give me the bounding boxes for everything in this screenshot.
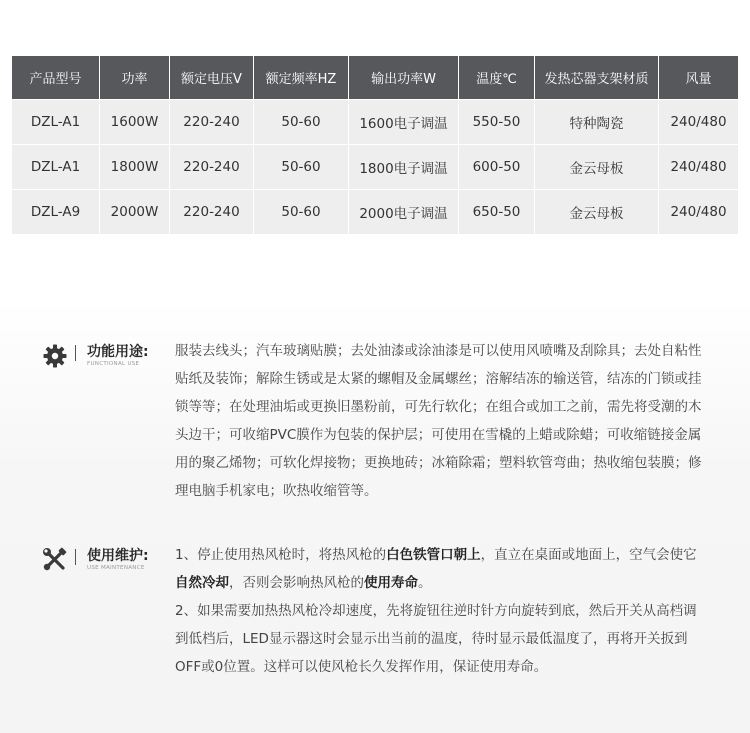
col-header-temperature: 温度℃: [459, 56, 535, 99]
cell-output: 2000电子调温: [349, 189, 459, 234]
cell-material: 金云母板: [535, 189, 659, 234]
function-text: 服装去线头；汽车玻璃贴膜；去处油漆或涂油漆是可以使用风喷嘴及刮除具；去处自粘性贴纸及装饰；解除生锈或是太紧的螺帽及金属螺丝；溶解结冻的输送管，结冻的门锁或挂锁等等；在处理油垢或更换旧墨粉前，可先行软化；在组合或加工之前，需先将受潮的木头边干；可收缩PVC膜作为包装的保护层；可使用在雪橇的上蜡或除蜡；可收缩链接金属用的聚乙烯物；可软化焊接物；更换地砖；冰箱除霜；塑料软管弯曲；热收缩包装膜；修理电脑手机家电；吹热收缩管等。: [175, 343, 702, 499]
cell-material: 金云母板: [535, 144, 659, 189]
cell-model: DZL-A1: [12, 144, 100, 189]
emphasis-text: 自然冷却: [175, 575, 229, 591]
cell-temperature: 600-50: [459, 144, 535, 189]
cell-airflow: 240/480: [659, 99, 738, 144]
cell-voltage: 220-240: [170, 144, 254, 189]
cell-temperature: 650-50: [459, 189, 535, 234]
cell-power: 1600W: [100, 99, 170, 144]
maintenance-paragraph-2: 2、如果需要加热热风枪冷却速度，先将旋钮往逆时针方向旋转到底，然后开关从高档调到低档后，LED显示器这时会显示出当前的温度，待时显示最低温度了，再将开关扳到OFF或0位置。这样可以使风枪长久发挥作用，保证使用寿命。: [175, 603, 697, 675]
cell-output: 1800电子调温: [349, 144, 459, 189]
cell-frequency: 50-60: [254, 99, 349, 144]
table-row: [12, 144, 738, 189]
function-title: 功能用途:: [87, 344, 149, 360]
cell-temperature: 550-50: [459, 99, 535, 144]
maintenance-section-header: [40, 545, 170, 585]
cell-model: DZL-A9: [12, 189, 100, 234]
cell-voltage: 220-240: [170, 99, 254, 144]
cell-material: 特种陶瓷: [535, 99, 659, 144]
cell-frequency: 50-60: [254, 189, 349, 234]
table-header-row: [12, 56, 738, 99]
emphasis-text: 使用寿命: [364, 575, 418, 591]
text-run: ，直立在桌面或地面上，空气会使它: [480, 547, 697, 563]
maintenance-text: [175, 541, 710, 681]
cell-output: 1600电子调温: [349, 99, 459, 144]
table-row: [12, 189, 738, 234]
col-header-airflow: 风量: [659, 56, 738, 99]
cell-power: 1800W: [100, 144, 170, 189]
cell-airflow: 240/480: [659, 189, 738, 234]
emphasis-text: 白色铁管口朝上: [386, 547, 481, 563]
cell-model: DZL-A1: [12, 99, 100, 144]
col-header-power: 功率: [100, 56, 170, 99]
col-header-material: 发热芯器支架材质: [535, 56, 659, 99]
wrench-screwdriver-icon: [42, 547, 68, 573]
col-header-voltage: 额定电压V: [170, 56, 254, 99]
cell-airflow: 240/480: [659, 144, 738, 189]
maintenance-paragraph-1: [175, 541, 710, 597]
gear-icon: [42, 343, 68, 369]
divider: [75, 345, 76, 361]
table-row: [12, 99, 738, 144]
maintenance-subtitle: USE MAINTENANCE: [87, 565, 145, 571]
text-run: 1、停止使用热风枪时，将热风枪的: [175, 547, 387, 563]
spec-table: [12, 56, 738, 234]
col-header-output: 输出功率W: [349, 56, 459, 99]
text-run: 。: [418, 575, 432, 591]
cell-frequency: 50-60: [254, 144, 349, 189]
col-header-frequency: 额定频率HZ: [254, 56, 349, 99]
text-run: ，否则会影响热风枪的: [229, 575, 364, 591]
col-header-model: 产品型号: [12, 56, 100, 99]
function-subtitle: FUNCTIONAL USE: [87, 361, 140, 367]
cell-voltage: 220-240: [170, 189, 254, 234]
divider: [75, 549, 76, 565]
cell-power: 2000W: [100, 189, 170, 234]
function-section-header: [40, 341, 170, 381]
maintenance-title: 使用维护:: [87, 548, 149, 564]
